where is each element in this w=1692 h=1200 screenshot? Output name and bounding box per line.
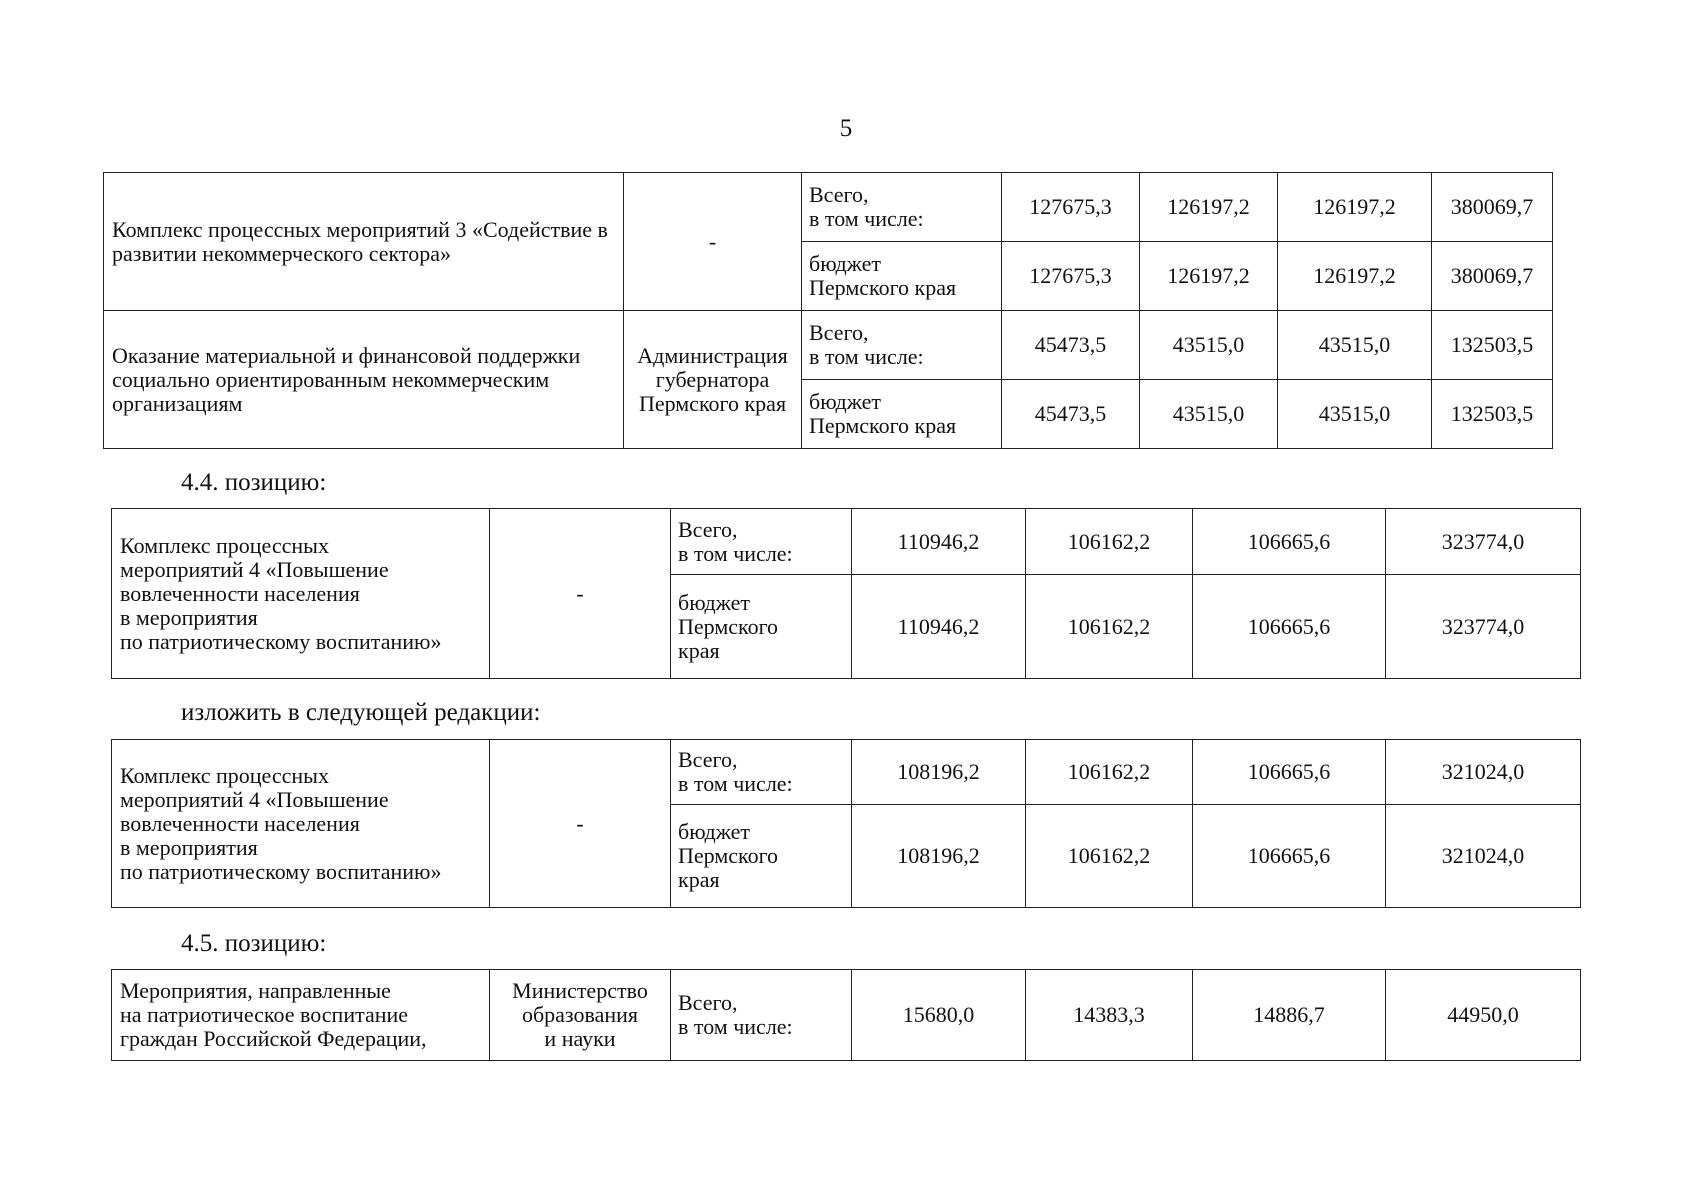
value-cell: 323774,0 bbox=[1386, 509, 1581, 575]
source-label-cell bbox=[671, 740, 852, 805]
value-cell: 45473,5 bbox=[1002, 380, 1140, 449]
total-label: Всего, в том числе: bbox=[678, 747, 793, 796]
budget-label: бюджет Пермского края bbox=[809, 251, 957, 300]
row-name-cell bbox=[112, 740, 490, 908]
table-row bbox=[104, 311, 1553, 380]
value-cell: 43515,0 bbox=[1140, 380, 1278, 449]
heading-4-5: 4.5. позицию: bbox=[181, 930, 327, 957]
row-name-cell: Комплекс процессных мероприятий 3 «Содействие в развитии некоммерческого сектора» bbox=[104, 173, 624, 311]
source-label-cell bbox=[671, 575, 852, 679]
value-cell: 321024,0 bbox=[1386, 805, 1581, 908]
value-cell: 380069,7 bbox=[1432, 173, 1553, 242]
value-cell: 108196,2 bbox=[852, 805, 1026, 908]
row-name: Комплекс процессных мероприятий 4 «Повышение вовлеченности населения в мероприятия по патриотическому воспитанию» bbox=[120, 762, 442, 884]
executor-cell: - bbox=[490, 740, 671, 908]
executor-cell: - bbox=[624, 173, 802, 311]
value-cell: 127675,3 bbox=[1002, 173, 1140, 242]
table-patriotic-events bbox=[111, 969, 1581, 1061]
executor-cell: Администрация губернатора Пермского края bbox=[624, 311, 802, 449]
table-row bbox=[112, 970, 1581, 1061]
value-cell: 127675,3 bbox=[1002, 242, 1140, 311]
heading-new-edition: изложить в следующей редакции: bbox=[181, 699, 541, 726]
total-label: Всего, в том числе: bbox=[678, 990, 793, 1039]
value-cell: 106162,2 bbox=[1026, 740, 1193, 805]
table-row bbox=[112, 509, 1581, 575]
table-row bbox=[112, 740, 1581, 805]
source-label-cell bbox=[802, 380, 1002, 449]
value-cell: 106162,2 bbox=[1026, 575, 1193, 679]
value-cell: 380069,7 bbox=[1432, 242, 1553, 311]
source-label-cell bbox=[802, 173, 1002, 242]
table-row bbox=[104, 173, 1553, 242]
value-cell: 126197,2 bbox=[1278, 242, 1432, 311]
table-complex-4-current bbox=[111, 508, 1581, 679]
value-cell: 132503,5 bbox=[1432, 380, 1553, 449]
value-cell: 106162,2 bbox=[1026, 509, 1193, 575]
row-name-cell bbox=[112, 509, 490, 679]
source-label-cell bbox=[802, 242, 1002, 311]
value-cell: 126197,2 bbox=[1140, 173, 1278, 242]
row-name: Мероприятия, направленные на патриотическое воспитание граждан Российской Федерации, bbox=[120, 978, 427, 1051]
page-number: 5 bbox=[839, 115, 853, 142]
source-label-cell bbox=[671, 805, 852, 908]
value-cell: 110946,2 bbox=[852, 575, 1026, 679]
executor-cell: - bbox=[490, 509, 671, 679]
executor-cell bbox=[490, 970, 671, 1061]
value-cell: 45473,5 bbox=[1002, 311, 1140, 380]
total-label: Всего, в том числе: bbox=[809, 320, 924, 369]
source-label-cell bbox=[802, 311, 1002, 380]
budget-label: бюджет Пермского края bbox=[809, 389, 957, 438]
value-cell: 43515,0 bbox=[1278, 380, 1432, 449]
value-cell: 106162,2 bbox=[1026, 805, 1193, 908]
source-label-cell bbox=[671, 509, 852, 575]
value-cell: 15680,0 bbox=[852, 970, 1026, 1061]
budget-label: бюджет Пермского края bbox=[678, 819, 779, 892]
value-cell: 126197,2 bbox=[1278, 173, 1432, 242]
value-cell: 323774,0 bbox=[1386, 575, 1581, 679]
row-name-cell: Оказание материальной и финансовой поддержки социально ориентированным некоммерческим организациям bbox=[104, 311, 624, 449]
value-cell: 110946,2 bbox=[852, 509, 1026, 575]
budget-label: бюджет Пермского края bbox=[678, 589, 779, 663]
executor: Министерство образования и науки bbox=[512, 978, 648, 1051]
value-cell: 44950,0 bbox=[1386, 970, 1581, 1061]
value-cell: 14886,7 bbox=[1193, 970, 1386, 1061]
value-cell: 43515,0 bbox=[1140, 311, 1278, 380]
total-label: Всего, в том числе: bbox=[809, 182, 924, 231]
value-cell: 126197,2 bbox=[1140, 242, 1278, 311]
value-cell: 14383,3 bbox=[1026, 970, 1193, 1061]
source-label-cell bbox=[671, 970, 852, 1061]
value-cell: 132503,5 bbox=[1432, 311, 1553, 380]
row-name: Комплекс процессных мероприятий 4 «Повышение вовлеченности населения в мероприятия по патриотическому воспитанию» bbox=[120, 532, 442, 654]
table-complex-4-new bbox=[111, 739, 1581, 908]
value-cell: 106665,6 bbox=[1193, 509, 1386, 575]
row-name-cell bbox=[112, 970, 490, 1061]
value-cell: 106665,6 bbox=[1193, 805, 1386, 908]
value-cell: 321024,0 bbox=[1386, 740, 1581, 805]
table-complex-3 bbox=[103, 172, 1553, 449]
value-cell: 106665,6 bbox=[1193, 740, 1386, 805]
value-cell: 108196,2 bbox=[852, 740, 1026, 805]
value-cell: 43515,0 bbox=[1278, 311, 1432, 380]
value-cell: 106665,6 bbox=[1193, 575, 1386, 679]
heading-4-4: 4.4. позицию: bbox=[181, 469, 327, 496]
total-label: Всего, в том числе: bbox=[678, 516, 793, 566]
